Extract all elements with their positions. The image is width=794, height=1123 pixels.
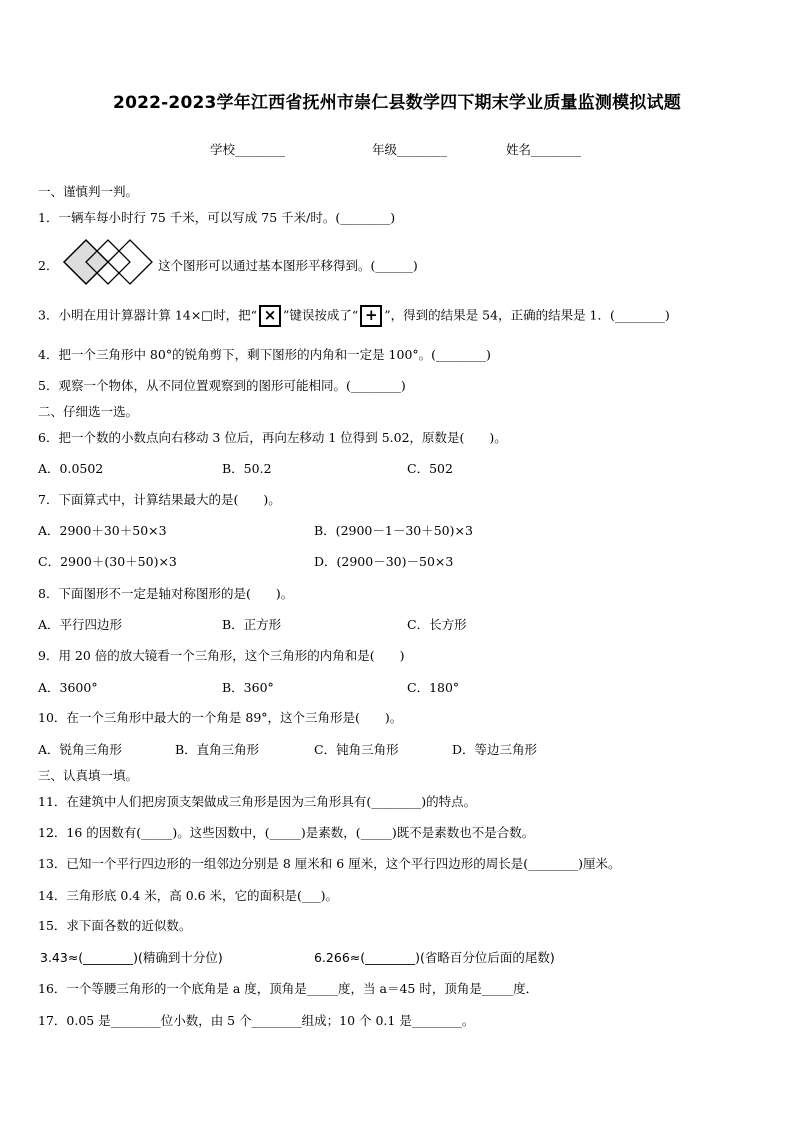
question-1: 1．一辆车每小时行 75 千米，可以写成 75 千米/时。(________) — [38, 210, 396, 225]
q8-option-c: C．长方形 — [407, 617, 467, 632]
section-heading-1: 一、谨慎判一判。 — [38, 184, 139, 199]
question-12: 12．16 的因数有(_____)。这些因数中，(_____)是素数，(_____)既不是素数也不是合数。 — [38, 825, 535, 840]
question-4: 4．把一个三角形中 80°的锐角剪下，剩下图形的内角和一定是 100°。(________) — [38, 347, 491, 362]
question-17: 17．0.05 是________位小数，由 5 个________组成；10 个 0.1 是________。 — [38, 1013, 475, 1028]
grade-field: 年级________ — [372, 142, 448, 157]
question-13: 13．已知一个平行四边形的一组邻边分别是 8 厘米和 6 厘米，这个平行四边形的周长是(________)厘米。 — [38, 856, 621, 871]
question-7: 7．下面算式中，计算结果最大的是( )。 — [38, 492, 281, 507]
q9-option-a: A．3600° — [38, 680, 98, 695]
q10-option-b: B．直角三角形 — [175, 742, 260, 757]
page-title: 2022-2023学年江西省抚州市崇仁县数学四下期末学业质量监测模拟试题 — [113, 93, 681, 113]
name-field: 姓名________ — [506, 142, 582, 157]
plus-key-icon: + — [360, 305, 382, 327]
question-2-number: 2． — [38, 258, 59, 273]
q6-option-c: C．502 — [407, 461, 453, 476]
q7-option-c: C．2900＋(30＋50)×3 — [38, 554, 177, 569]
section-heading-2: 二、仔细选一选。 — [38, 404, 139, 419]
question-6: 6．把一个数的小数点向右移动 3 位后，再向左移动 1 位得到 5.02，原数是( )。 — [38, 430, 507, 445]
question-9: 9．用 20 倍的放大镜看一个三角形，这个三角形的内角和是( ) — [38, 648, 405, 663]
question-2-text: 这个图形可以通过基本图形平移得到。(______) — [158, 258, 418, 273]
q10-option-a: A．锐角三角形 — [38, 742, 123, 757]
school-field: 学校________ — [210, 142, 286, 157]
overlapping-squares-figure — [62, 238, 154, 286]
section-heading-3: 三、认真填一填。 — [38, 768, 139, 783]
question-5: 5．观察一个物体，从不同位置观察到的图形可能相同。(________) — [38, 378, 406, 393]
q15-part-left: 3.43≈(________)(精确到十分位) — [40, 950, 223, 965]
question-3-pre: 3．小明在用计算器计算 14×□时，把“ — [38, 307, 258, 323]
question-16: 16．一个等腰三角形的一个底角是 a 度，顶角是_____度，当 a＝45 时，顶角是_____度． — [38, 981, 539, 996]
q7-option-d: D．(2900－30)－50×3 — [314, 554, 454, 569]
q7-option-a: A．2900＋30＋50×3 — [38, 523, 167, 538]
question-11: 11．在建筑中人们把房顶支架做成三角形是因为三角形具有(________)的特点。 — [38, 794, 477, 809]
question-3 — [38, 305, 670, 327]
multiply-key-icon: × — [259, 305, 281, 327]
q10-option-c: C．钝角三角形 — [314, 742, 399, 757]
q15-part-right: 6.266≈(________)(省略百分位后面的尾数) — [314, 950, 555, 965]
question-3-mid: ”键误按成了“ — [283, 307, 359, 323]
q9-option-c: C．180° — [407, 680, 460, 695]
question-3-post: ”，得到的结果是 54，正确的结果是 1．(________) — [384, 307, 670, 323]
question-8: 8．下面图形不一定是轴对称图形的是( )。 — [38, 586, 294, 601]
q9-option-b: B．360° — [222, 680, 274, 695]
q7-option-b: B．(2900－1－30＋50)×3 — [314, 523, 473, 538]
question-14: 14．三角形底 0.4 米，高 0.6 米，它的面积是(___)。 — [38, 888, 339, 903]
q8-option-b: B．正方形 — [222, 617, 282, 632]
q10-option-d: D．等边三角形 — [452, 742, 538, 757]
question-15: 15．求下面各数的近似数。 — [38, 918, 192, 933]
q6-option-b: B．50.2 — [222, 461, 272, 476]
q6-option-a: A．0.0502 — [38, 461, 104, 476]
question-10: 10．在一个三角形中最大的一个角是 89°，这个三角形是( )。 — [38, 710, 403, 725]
q8-option-a: A．平行四边形 — [38, 617, 123, 632]
